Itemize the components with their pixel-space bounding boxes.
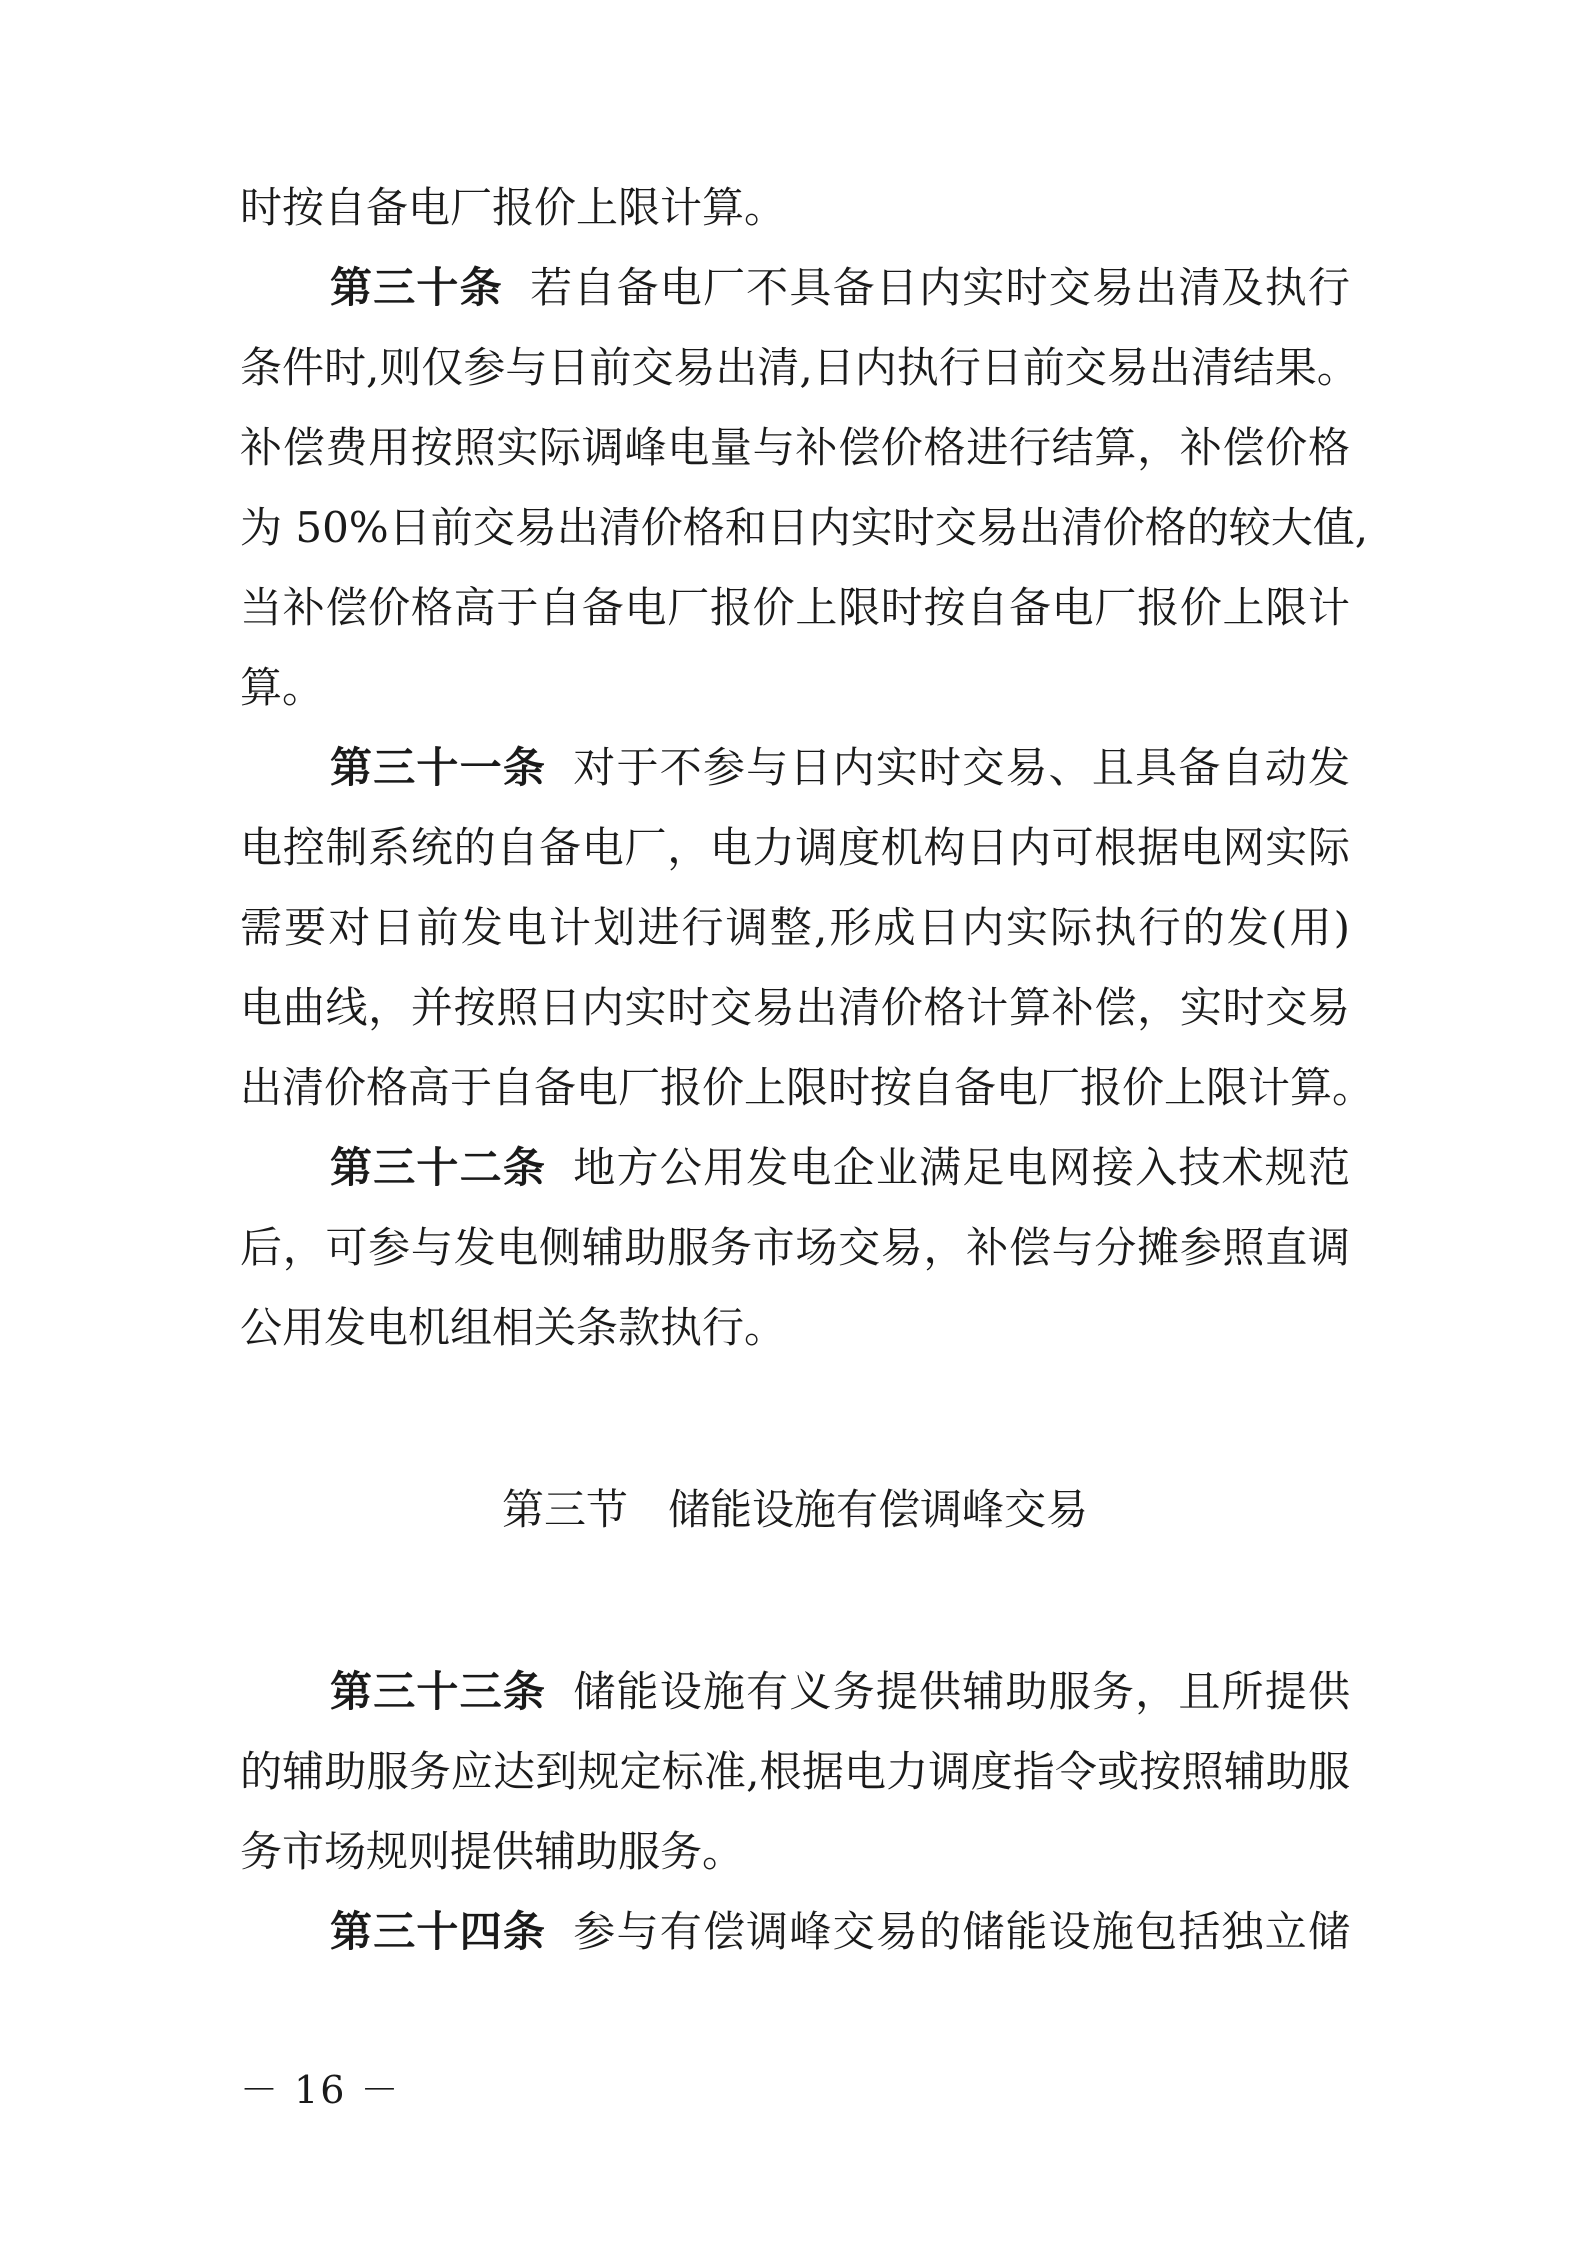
section-number: 第三节 (501, 1485, 628, 1534)
text-line: 地方公用发电企业满足电网接入技术规范 (572, 1143, 1350, 1192)
article-number: 第三十条 (330, 263, 503, 312)
text-line: 时按自备电厂报价上限计算。 (240, 183, 787, 232)
article-33-paragraph (240, 1652, 1350, 1732)
text-line: 电曲线，并按照日内实时交易出清价格计算补偿，实时交易 (240, 983, 1350, 1032)
text-line: 出清价格高于自备电厂报价上限时按自备电厂报价上限计算。 (240, 1063, 1375, 1112)
article-32-paragraph (240, 1128, 1350, 1208)
text-line: 算。 (240, 663, 325, 712)
text-line: 对于不参与日内实时交易、且具备自动发 (572, 743, 1350, 792)
text-line: 务市场规则提供辅助服务。 (240, 1827, 745, 1876)
article-number: 第三十三条 (330, 1667, 547, 1716)
section-heading (240, 1470, 1350, 1550)
article-34-paragraph (240, 1892, 1350, 1972)
text-line: 参与有偿调峰交易的储能设施包括独立储 (572, 1907, 1350, 1956)
text-line: 补偿费用按照实际调峰电量与补偿价格进行结算，补偿价格 (240, 423, 1350, 472)
text-line: 后，可参与发电侧辅助服务市场交易，补偿与分摊参照直调 (240, 1223, 1350, 1272)
article-30-paragraph (240, 248, 1350, 328)
text-line: 公用发电机组相关条款执行。 (240, 1303, 787, 1352)
article-number: 第三十二条 (330, 1143, 547, 1192)
section-title: 储能设施有偿调峰交易 (668, 1485, 1089, 1534)
text-line: 需要对日前发电计划进行调整,形成日内实际执行的发(用) (240, 903, 1350, 952)
text-line: 当补偿价格高于自备电厂报价上限时按自备电厂报价上限计 (240, 583, 1350, 632)
text-line: 若自备电厂不具备日内实时交易出清及执行 (528, 263, 1350, 312)
text-line: 的辅助服务应达到规定标准,根据电力调度指令或按照辅助服 (240, 1747, 1350, 1796)
article-31-paragraph (240, 728, 1350, 808)
text-line: 条件时,则仅参与日前交易出清,日内执行日前交易出清结果。 (240, 343, 1359, 392)
text-line: 为 50%日前交易出清价格和日内实时交易出清价格的较大值, (240, 503, 1369, 552)
page-number: － 16 － (240, 2068, 401, 2112)
text-line: 储能设施有义务提供辅助服务，且所提供 (572, 1667, 1350, 1716)
text-line: 电控制系统的自备电厂，电力调度机构日内可根据电网实际 (240, 823, 1350, 872)
article-number: 第三十一条 (330, 743, 547, 792)
article-number: 第三十四条 (330, 1907, 547, 1956)
